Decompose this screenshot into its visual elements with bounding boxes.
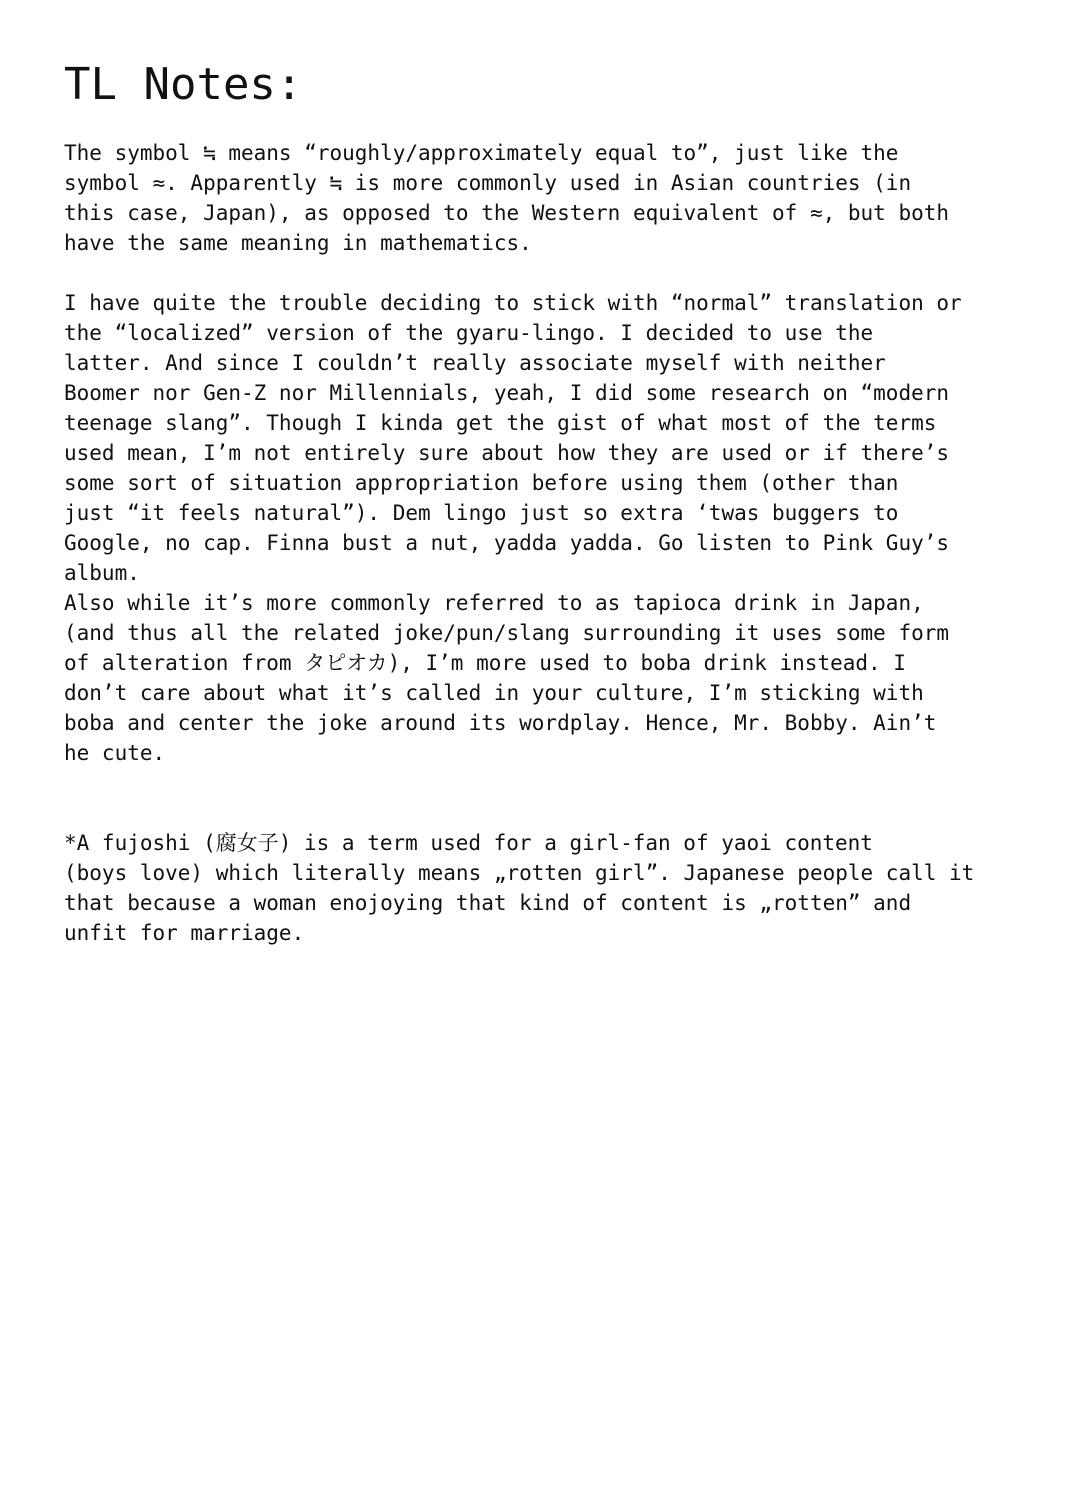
- paragraph-slang-note: I have quite the trouble deciding to stick with “normal” translation or the “localized” version of the gyaru-lingo. I decided to use the latter. And since I couldn’t really associate myself with neither Boomer nor Gen-Z nor Millennials, yeah, I did some research on “modern teenage slang”. Though I kinda get the gist of what most of the terms used mean, I’m not entirely sure about how they are used or if there’s some sort of situation appropriation before using them (other than just “it feels natural”). Dem lingo just so extra ‘twas buggers to Google, no cap. Finna bust a nut, yadda yadda. Go listen to Pink Guy’s album. Also while it’s more commonly referred to as tapioca drink in Japan, (and thus all the related joke/pun/slang surrounding it uses some form of alteration from タピオカ), I’m more used to boba drink instead. I don’t care about what it’s called in your culture, I’m sticking with boba and center the joke around its wordplay. Hence, Mr. Bobby. Ain’t he cute.: [64, 291, 962, 765]
- paragraph-symbol-note: The symbol ≒ means “roughly/approximately equal to”, just like the symbol ≈. Apparently ≒ is more commonly used in Asian countries (in this case, Japan), as opposed to the Western equivalent of ≈, but both have the same meaning in mathematics.: [64, 141, 950, 255]
- footnote-fujoshi: *A fujoshi (腐女子) is a term used for a girl-fan of yaoi content (boys love) which literally means „rotten girl”. Japanese people call it that because a woman enojoying that kind of content is „rotten” and unfit for marriage.: [64, 831, 975, 945]
- page-title: TL Notes:: [64, 59, 303, 110]
